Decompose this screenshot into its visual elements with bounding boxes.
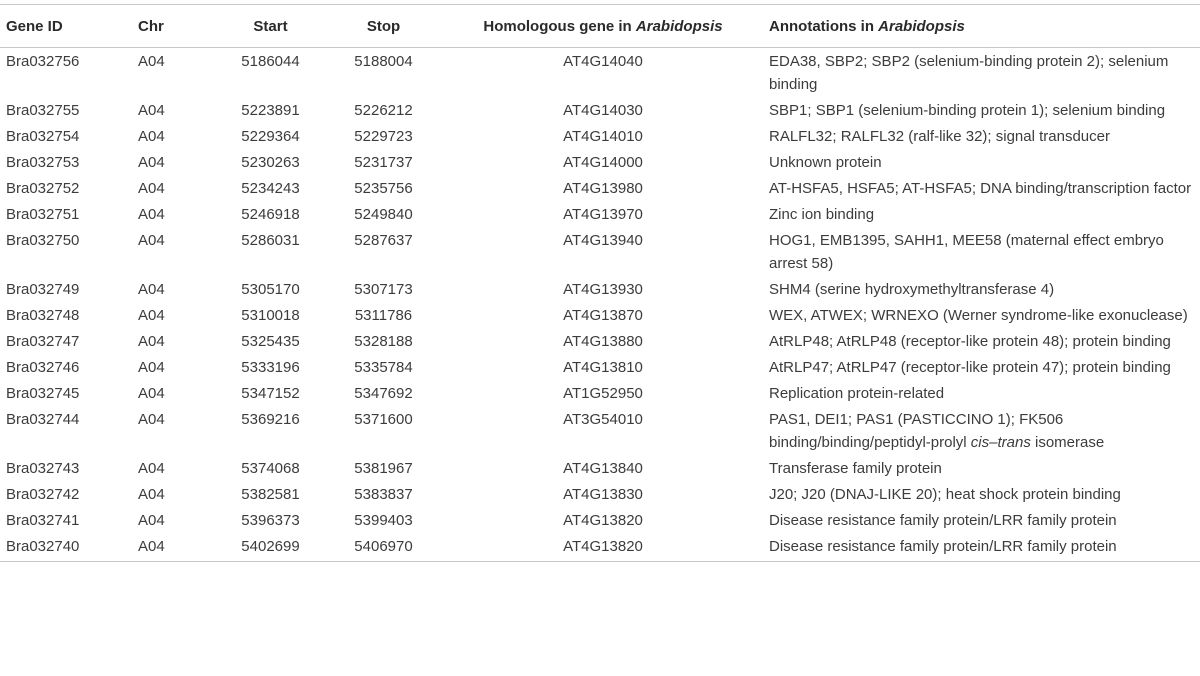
cell-gene-id: Bra032748	[6, 307, 80, 324]
cell-start: 5234243	[241, 180, 300, 197]
cell-gene-id: Bra032755	[6, 102, 80, 119]
cell-annotation: Zinc ion binding	[769, 206, 875, 223]
cell-homologous-gene: AT4G13820	[440, 533, 766, 562]
cell-chr: A04	[138, 307, 165, 324]
cell-start: 5229364	[241, 128, 300, 145]
cell-chr: A04	[138, 128, 165, 145]
cell-gene-id: Bra032753	[6, 154, 80, 171]
cell-stop: 5249840	[354, 206, 413, 223]
cell-start: 5347152	[241, 385, 300, 402]
cell-chr: A04	[138, 180, 165, 197]
cell-gene-id: Bra032745	[6, 385, 80, 402]
cell-gene-id: Bra032750	[6, 232, 80, 249]
cell-homologous-gene: AT4G13930	[563, 281, 643, 298]
table-row	[0, 380, 1200, 406]
cell-annotation: AtRLP47; AtRLP47 (receptor-like protein 47); protein binding	[769, 359, 1171, 376]
cell-homologous-gene: AT4G13970	[563, 206, 643, 223]
cell-chr: A04	[138, 512, 165, 529]
cell-annotation: AtRLP48; AtRLP48 (receptor-like protein 48); protein binding	[769, 333, 1171, 350]
cell-annotation: SBP1; SBP1 (selenium-binding protein 1); selenium binding	[769, 102, 1166, 119]
cell-start: 5230263	[241, 154, 300, 171]
cell-chr: A04	[138, 411, 165, 428]
table-row	[0, 123, 1200, 149]
cell-stop: 5328188	[354, 333, 413, 350]
header-homologous-species: Arabidopsis	[635, 17, 723, 35]
cell-start: 5369216	[241, 411, 300, 428]
cell-gene-id: Bra032756	[6, 53, 80, 70]
cell-stop: 5226212	[354, 102, 413, 119]
cell-gene-id: Bra032744	[6, 411, 80, 428]
cell-start: 5286031	[241, 232, 300, 249]
table-row	[0, 455, 1200, 481]
cell-homologous-gene: AT4G14030	[563, 102, 643, 119]
header-homologous-prefix: Homologous gene in	[483, 17, 632, 35]
cell-homologous-gene: AT4G13940	[563, 232, 643, 249]
cell-chr: A04	[138, 102, 165, 119]
cell-annotation: WEX, ATWEX; WRNEXO (Werner syndrome-like exonuclease)	[769, 307, 1188, 324]
cell-chr: A04	[138, 359, 165, 376]
cell-stop: 5399403	[354, 512, 413, 529]
header-stop: Stop	[327, 5, 440, 48]
gene-table	[0, 4, 1200, 562]
gene-table-container	[0, 4, 1200, 562]
cell-homologous-gene: AT4G14000	[563, 154, 643, 171]
cell-start: 5325435	[241, 333, 300, 350]
cell-annotation: Transferase family protein	[769, 460, 942, 477]
cell-gene-id: Bra032746	[6, 359, 80, 376]
cell-start: 5305170	[241, 281, 300, 298]
cell-annotation: AT-HSFA5, HSFA5; AT-HSFA5; DNA binding/transcription factor	[769, 180, 1192, 197]
header-annotations	[766, 5, 1200, 48]
cell-stop: 5406970	[327, 533, 440, 562]
cell-chr: A04	[138, 486, 165, 503]
table-row	[0, 48, 1200, 98]
cell-start: 5223891	[241, 102, 300, 119]
cell-annotation: RALFL32; RALFL32 (ralf-like 32); signal transducer	[769, 128, 1110, 145]
cell-annotation: EDA38, SBP2; SBP2 (selenium-binding protein 2); selenium binding	[769, 53, 1169, 93]
cell-homologous-gene: AT4G13880	[563, 333, 643, 350]
cell-stop: 5335784	[354, 359, 413, 376]
cell-chr: A04	[138, 206, 165, 223]
cell-stop: 5383837	[354, 486, 413, 503]
cell-homologous-gene: AT4G14040	[563, 53, 643, 70]
cell-start: 5374068	[241, 460, 300, 477]
table-row	[0, 354, 1200, 380]
cell-annotation: HOG1, EMB1395, SAHH1, MEE58 (maternal effect embryo arrest 58)	[769, 232, 1164, 272]
cell-homologous-gene: AT4G13830	[563, 486, 643, 503]
cell-homologous-gene: AT4G13870	[563, 307, 643, 324]
cell-homologous-gene: AT4G13820	[563, 512, 643, 529]
cell-gene-id: Bra032741	[6, 512, 80, 529]
cell-stop: 5235756	[354, 180, 413, 197]
table-row	[0, 533, 1200, 562]
table-row	[0, 406, 1200, 455]
header-annotations-prefix: Annotations in	[769, 17, 874, 35]
table-row	[0, 201, 1200, 227]
cell-chr: A04	[138, 281, 165, 298]
cell-stop: 5371600	[354, 411, 413, 428]
cell-stop: 5311786	[354, 307, 413, 324]
cell-annotation: Disease resistance family protein/LRR family protein	[766, 533, 1200, 562]
cell-gene-id: Bra032752	[6, 180, 80, 197]
cell-stop: 5188004	[354, 53, 413, 70]
cell-homologous-gene: AT4G14010	[563, 128, 643, 145]
header-homologous-gene	[440, 5, 766, 48]
table-row	[0, 302, 1200, 328]
cell-start: 5310018	[241, 307, 300, 324]
table-row	[0, 227, 1200, 276]
cell-homologous-gene: AT1G52950	[563, 385, 643, 402]
cell-start: 5333196	[241, 359, 300, 376]
header-start: Start	[214, 5, 327, 48]
header-chr: Chr	[134, 5, 214, 48]
cell-chr: A04	[138, 154, 165, 171]
cell-annotation: PAS1, DEI1; PAS1 (PASTICCINO 1); FK506 binding/binding/peptidyl-prolyl cis–trans isomerase	[769, 411, 1105, 451]
cell-homologous-gene: AT4G13980	[563, 180, 643, 197]
annotation-italic-term: cis–trans	[970, 434, 1031, 451]
cell-chr: A04	[138, 460, 165, 477]
header-gene-id: Gene ID	[0, 5, 134, 48]
cell-homologous-gene: AT3G54010	[563, 411, 643, 428]
cell-gene-id: Bra032754	[6, 128, 80, 145]
table-header	[0, 5, 1200, 48]
cell-chr: A04	[138, 385, 165, 402]
table-row	[0, 149, 1200, 175]
cell-annotation: Disease resistance family protein/LRR family protein	[769, 512, 1117, 529]
cell-gene-id: Bra032749	[6, 281, 80, 298]
cell-stop: 5287637	[354, 232, 413, 249]
table-row	[0, 97, 1200, 123]
cell-start: 5402699	[214, 533, 327, 562]
cell-gene-id: Bra032740	[0, 533, 134, 562]
table-row	[0, 175, 1200, 201]
cell-start: 5396373	[241, 512, 300, 529]
cell-chr: A04	[138, 333, 165, 350]
cell-start: 5186044	[241, 53, 300, 70]
table-body	[0, 48, 1200, 562]
cell-stop: 5229723	[354, 128, 413, 145]
header-row	[0, 5, 1200, 48]
cell-annotation: Replication protein-related	[769, 385, 945, 402]
cell-gene-id: Bra032742	[6, 486, 80, 503]
cell-stop: 5347692	[354, 385, 413, 402]
table-row	[0, 276, 1200, 302]
cell-annotation: SHM4 (serine hydroxymethyltransferase 4)	[769, 281, 1055, 298]
cell-annotation: J20; J20 (DNAJ-LIKE 20); heat shock protein binding	[769, 486, 1121, 503]
cell-start: 5382581	[241, 486, 300, 503]
cell-stop: 5381967	[354, 460, 413, 477]
cell-chr: A04	[138, 232, 165, 249]
cell-gene-id: Bra032751	[6, 206, 80, 223]
cell-chr: A04	[138, 53, 165, 70]
table-row	[0, 328, 1200, 354]
cell-stop: 5231737	[354, 154, 413, 171]
header-annotations-species: Arabidopsis	[878, 17, 965, 35]
cell-start: 5246918	[241, 206, 300, 223]
cell-homologous-gene: AT4G13810	[563, 359, 643, 376]
cell-gene-id: Bra032743	[6, 460, 80, 477]
table-row	[0, 481, 1200, 507]
table-row	[0, 507, 1200, 533]
cell-stop: 5307173	[354, 281, 413, 298]
cell-gene-id: Bra032747	[6, 333, 80, 350]
cell-annotation: Unknown protein	[769, 154, 882, 171]
cell-homologous-gene: AT4G13840	[563, 460, 643, 477]
cell-chr: A04	[134, 533, 214, 562]
